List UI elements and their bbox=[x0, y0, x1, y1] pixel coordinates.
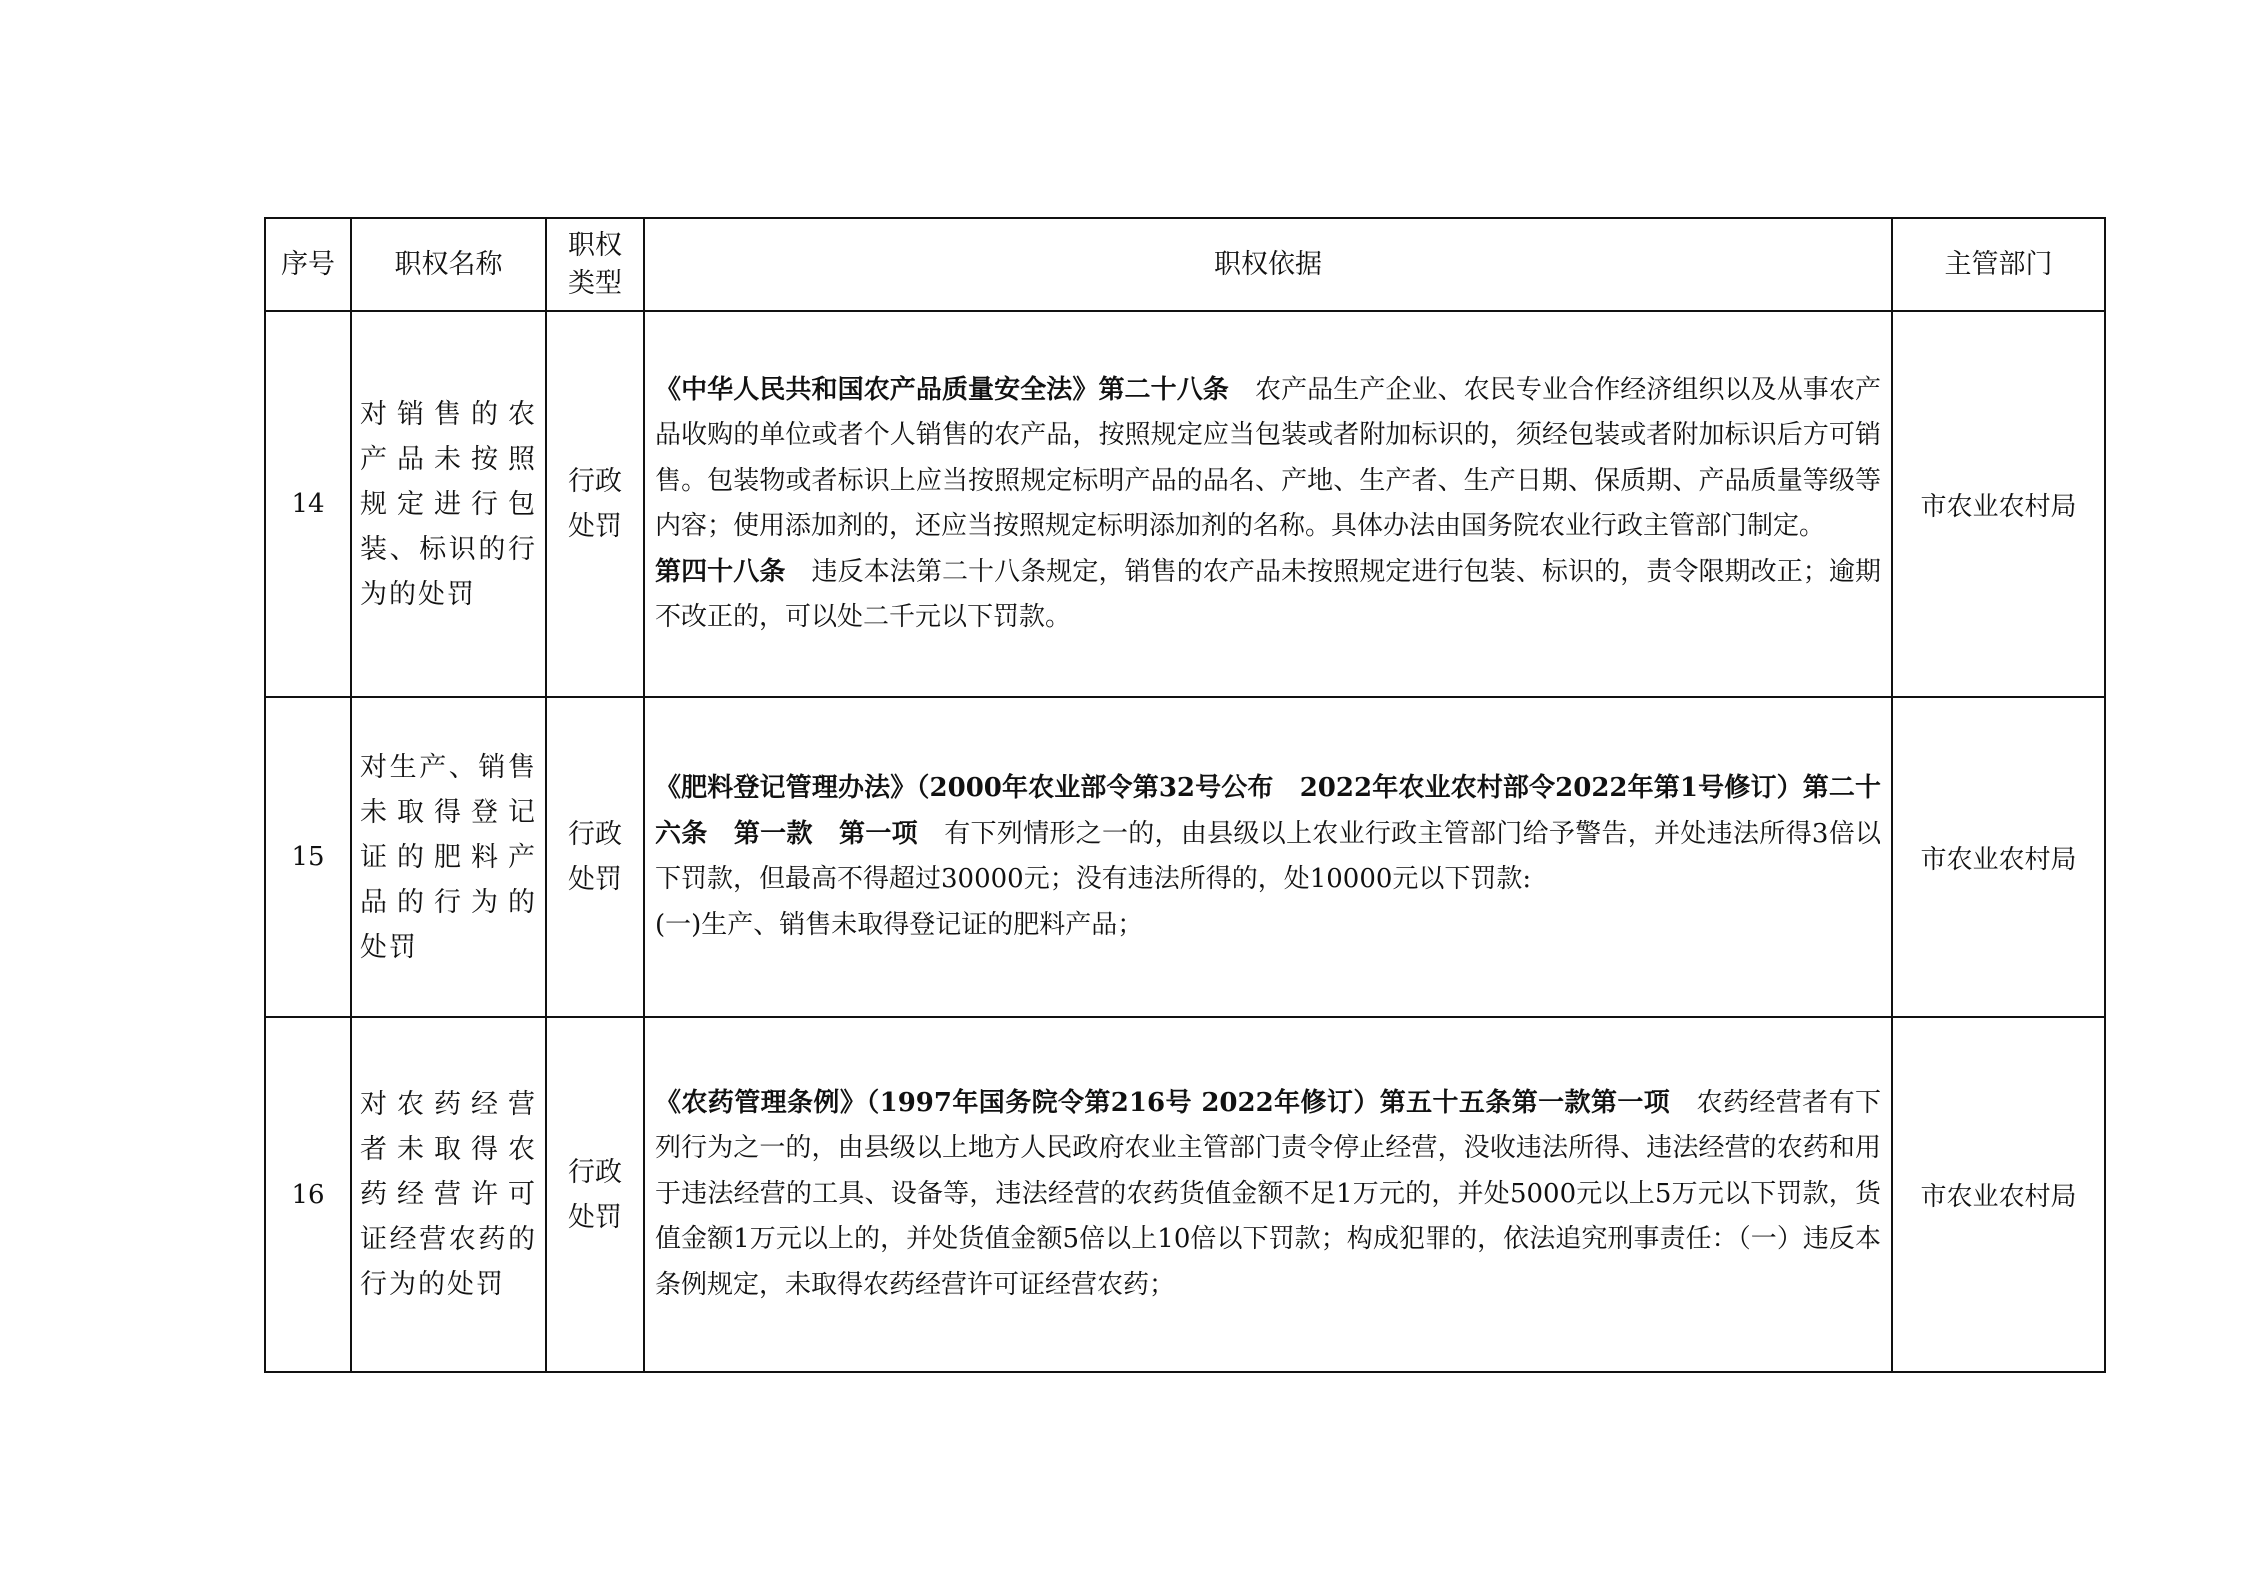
header-type-line1: 职权 bbox=[568, 229, 622, 261]
basis-text: 有下列情形之一的，由县级以上农业行政主管部门给予警告，并处违法所得3倍以下罚款，但最高不得超过30000元；没有违法所得的，处10000元以下罚款: bbox=[655, 818, 1881, 894]
basis-paragraph bbox=[655, 766, 1881, 903]
table-row bbox=[265, 311, 2105, 697]
basis-paragraph bbox=[655, 903, 1881, 949]
department: 市农业农村局 bbox=[1892, 697, 2105, 1017]
power-basis bbox=[644, 1017, 1892, 1372]
basis-text: 农药经营者有下列行为之一的，由县级以上地方人民政府农业主管部门责令停止经营，没收违法所得、违法经营的农药和用于违法经营的工具、设备等，违法经营的农药货值金额不足1万元的，并处5000元以上5万元以下罚款，货值金额1万元以上的，并处货值金额5倍以上10倍以下罚款；构成犯罪的，依法追究刑事责任：（一）违反本条例规定，未取得农药经营许可证经营农药； bbox=[655, 1087, 1881, 1300]
power-name bbox=[351, 311, 546, 697]
basis-paragraph bbox=[655, 1081, 1881, 1309]
power-basis bbox=[644, 311, 1892, 697]
power-name-line: 规定进行包 bbox=[360, 488, 537, 520]
power-type-line1: 行政 bbox=[568, 466, 622, 497]
header-no: 序号 bbox=[265, 218, 351, 311]
header-dept: 主管部门 bbox=[1892, 218, 2105, 311]
powers-table bbox=[264, 217, 2106, 1373]
row-number: 14 bbox=[265, 311, 351, 697]
power-name-line: 处罚 bbox=[360, 931, 418, 963]
basis-citation: 第四十八条 bbox=[655, 556, 786, 587]
power-name-line: 证经营农药的 bbox=[360, 1224, 537, 1255]
power-name bbox=[351, 1017, 546, 1372]
power-name-line: 对销售的农 bbox=[360, 398, 537, 430]
header-name: 职权名称 bbox=[351, 218, 546, 311]
basis-paragraph bbox=[655, 368, 1881, 550]
power-type-line2: 处罚 bbox=[568, 511, 622, 542]
basis-text: 农产品生产企业、农民专业合作经济组织以及从事农产品收购的单位或者个人销售的农产品，按照规定应当包装或者附加标识的，须经包装或者附加标识后方可销售。包装物或者标识上应当按照规定标明产品的品名、产地、生产者、生产日期、保质期、产品质量等级等内容；使用添加剂的，还应当按照规定标明添加剂的名称。具体办法由国务院农业行政主管部门制定。 bbox=[655, 374, 1881, 541]
header-type-line2: 类型 bbox=[568, 267, 622, 299]
power-type-line1: 行政 bbox=[568, 819, 622, 850]
row-number: 15 bbox=[265, 697, 351, 1017]
power-name bbox=[351, 697, 546, 1017]
power-name-line: 为的处罚 bbox=[360, 578, 476, 610]
department: 市农业农村局 bbox=[1892, 1017, 2105, 1372]
power-type bbox=[546, 697, 644, 1017]
basis-text: (一)生产、销售未取得登记证的肥料产品； bbox=[655, 909, 1144, 940]
basis-citation: 《农药管理条例》（1997年国务院令第216号 2022年修订）第五十五条第一款第一项 bbox=[655, 1087, 1671, 1118]
power-type bbox=[546, 311, 644, 697]
power-name-line: 行为的处罚 bbox=[360, 1269, 505, 1300]
power-name-line: 证的肥料产 bbox=[360, 841, 537, 873]
table-row bbox=[265, 697, 2105, 1017]
row-number: 16 bbox=[265, 1017, 351, 1372]
power-basis bbox=[644, 697, 1892, 1017]
table-header-row bbox=[265, 218, 2105, 311]
basis-citation: 《肥料登记管理办法》（2000年农业部令第32号公布 2022年农业农村部令2022年第1号修订）第二十六条 第一款 第一项 bbox=[655, 773, 1881, 849]
department: 市农业农村局 bbox=[1892, 311, 2105, 697]
header-basis: 职权依据 bbox=[644, 218, 1892, 311]
power-name-line: 品的行为的 bbox=[360, 886, 537, 918]
basis-text: 违反本法第二十八条规定，销售的农产品未按照规定进行包装、标识的，责令限期改正；逾期不改正的，可以处二千元以下罚款。 bbox=[655, 556, 1881, 632]
power-type-line1: 行政 bbox=[568, 1156, 622, 1188]
power-name-line: 药经营许可 bbox=[360, 1179, 537, 1210]
power-type-line2: 处罚 bbox=[568, 1201, 622, 1233]
power-name-line: 未取得登记 bbox=[360, 796, 537, 828]
power-type bbox=[546, 1017, 644, 1372]
power-name-line: 装、标识的行 bbox=[360, 533, 537, 565]
power-name-line: 者未取得农 bbox=[360, 1134, 537, 1165]
basis-citation: 《中华人民共和国农产品质量安全法》第二十八条 bbox=[655, 374, 1229, 405]
basis-paragraph bbox=[655, 550, 1881, 641]
power-name-line: 对农药经营 bbox=[360, 1089, 537, 1120]
table-row bbox=[265, 1017, 2105, 1372]
power-type-line2: 处罚 bbox=[568, 864, 622, 895]
header-type bbox=[546, 218, 644, 311]
power-name-line: 产品未按照 bbox=[360, 443, 537, 475]
power-name-line: 对生产、销售 bbox=[360, 751, 537, 783]
